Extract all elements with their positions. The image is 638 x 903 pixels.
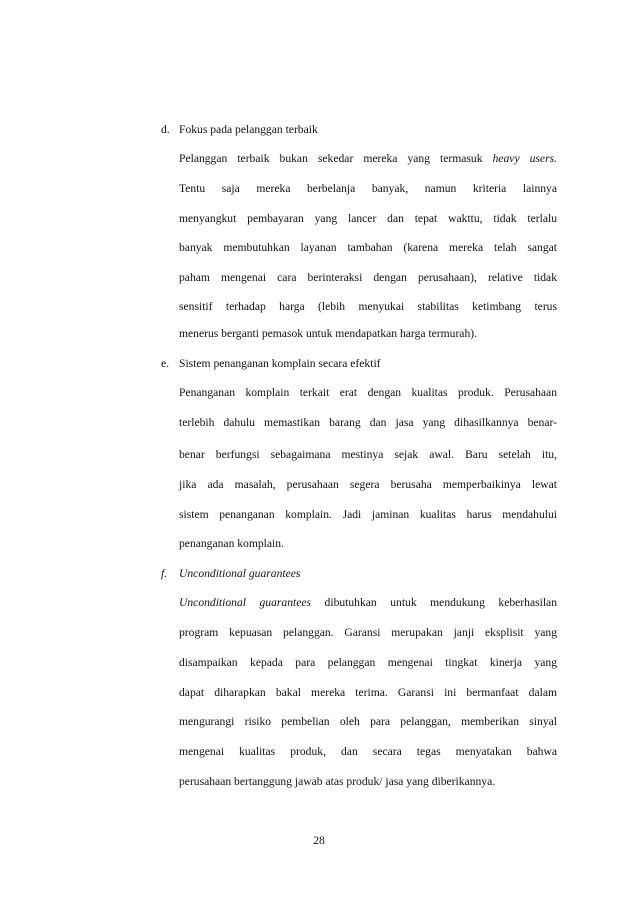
page-number: 28 [313, 834, 325, 847]
paragraph-line: penanganan komplain. [179, 537, 284, 550]
paragraph-line: banyak membutuhkan layanan tambahan (karena mereka telah sangat [179, 241, 557, 254]
paragraph-line: menerus berganti pemasok untuk mendapatkan harga termurah). [179, 327, 478, 340]
section-heading-f: Unconditional guarantees [179, 567, 301, 580]
paragraph-line: paham mengenai cara berinteraksi dengan perusahaan), relative tidak [179, 271, 557, 284]
paragraph-line: perusahaan bertanggung jawab atas produk/ jasa yang diberikannya. [179, 775, 496, 788]
section-heading-d: Fokus pada pelanggan terbaik [179, 123, 318, 136]
paragraph-line: sistem penanganan komplain. Jadi jaminan kualitas harus mendahului [179, 508, 557, 521]
italic-term: heavy users. [492, 152, 557, 165]
paragraph-line: Penanganan komplain terkait erat dengan kualitas produk. Perusahaan [179, 386, 557, 399]
section-heading-e: Sistem penanganan komplain secara efektif [179, 357, 381, 370]
paragraph-line: Tentu saja mereka berbelanja banyak, namun kriteria lainnya [179, 182, 557, 195]
paragraph-line: sensitif terhadap harga (lebih menyukai stabilitas ketimbang terus [179, 300, 557, 313]
list-marker-d: d. [161, 123, 170, 136]
paragraph-line: terlebih dahulu memastikan barang dan jasa yang dihasilkannya benar- [179, 416, 557, 429]
paragraph-line: mengenai kualitas produk, dan secara tegas menyatakan bahwa [179, 745, 557, 758]
paragraph-line: mengurangi risiko pembelian oleh para pelanggan, memberikan sinyal [179, 715, 557, 728]
list-marker-e: e. [161, 357, 170, 370]
paragraph-line: Unconditional guarantees dibutuhkan untuk mendukung keberhasilan [179, 596, 558, 609]
paragraph-line: jika ada masalah, perusahaan segera berusaha memperbaikinya lewat [179, 478, 557, 491]
paragraph-line: dapat diharapkan bakal mereka terima. Garansi ini bermanfaat dalam [179, 686, 557, 699]
paragraph-line: disampaikan kepada para pelanggan mengenai tingkat kinerja yang [179, 656, 557, 669]
list-marker-f: f. [161, 567, 168, 580]
paragraph-line: benar berfungsi sebagaimana mestinya sejak awal. Baru setelah itu, [179, 448, 557, 461]
italic-term: Unconditional guarantees [179, 596, 312, 609]
paragraph-line: menyangkut pembayaran yang lancer dan tepat wakttu, tidak terlalu [179, 212, 557, 225]
paragraph-line: Pelanggan terbaik bukan sekedar mereka yang termasuk heavy users. [179, 152, 557, 165]
paragraph-line: program kepuasan pelanggan. Garansi merupakan janji eksplisit yang [179, 626, 557, 639]
